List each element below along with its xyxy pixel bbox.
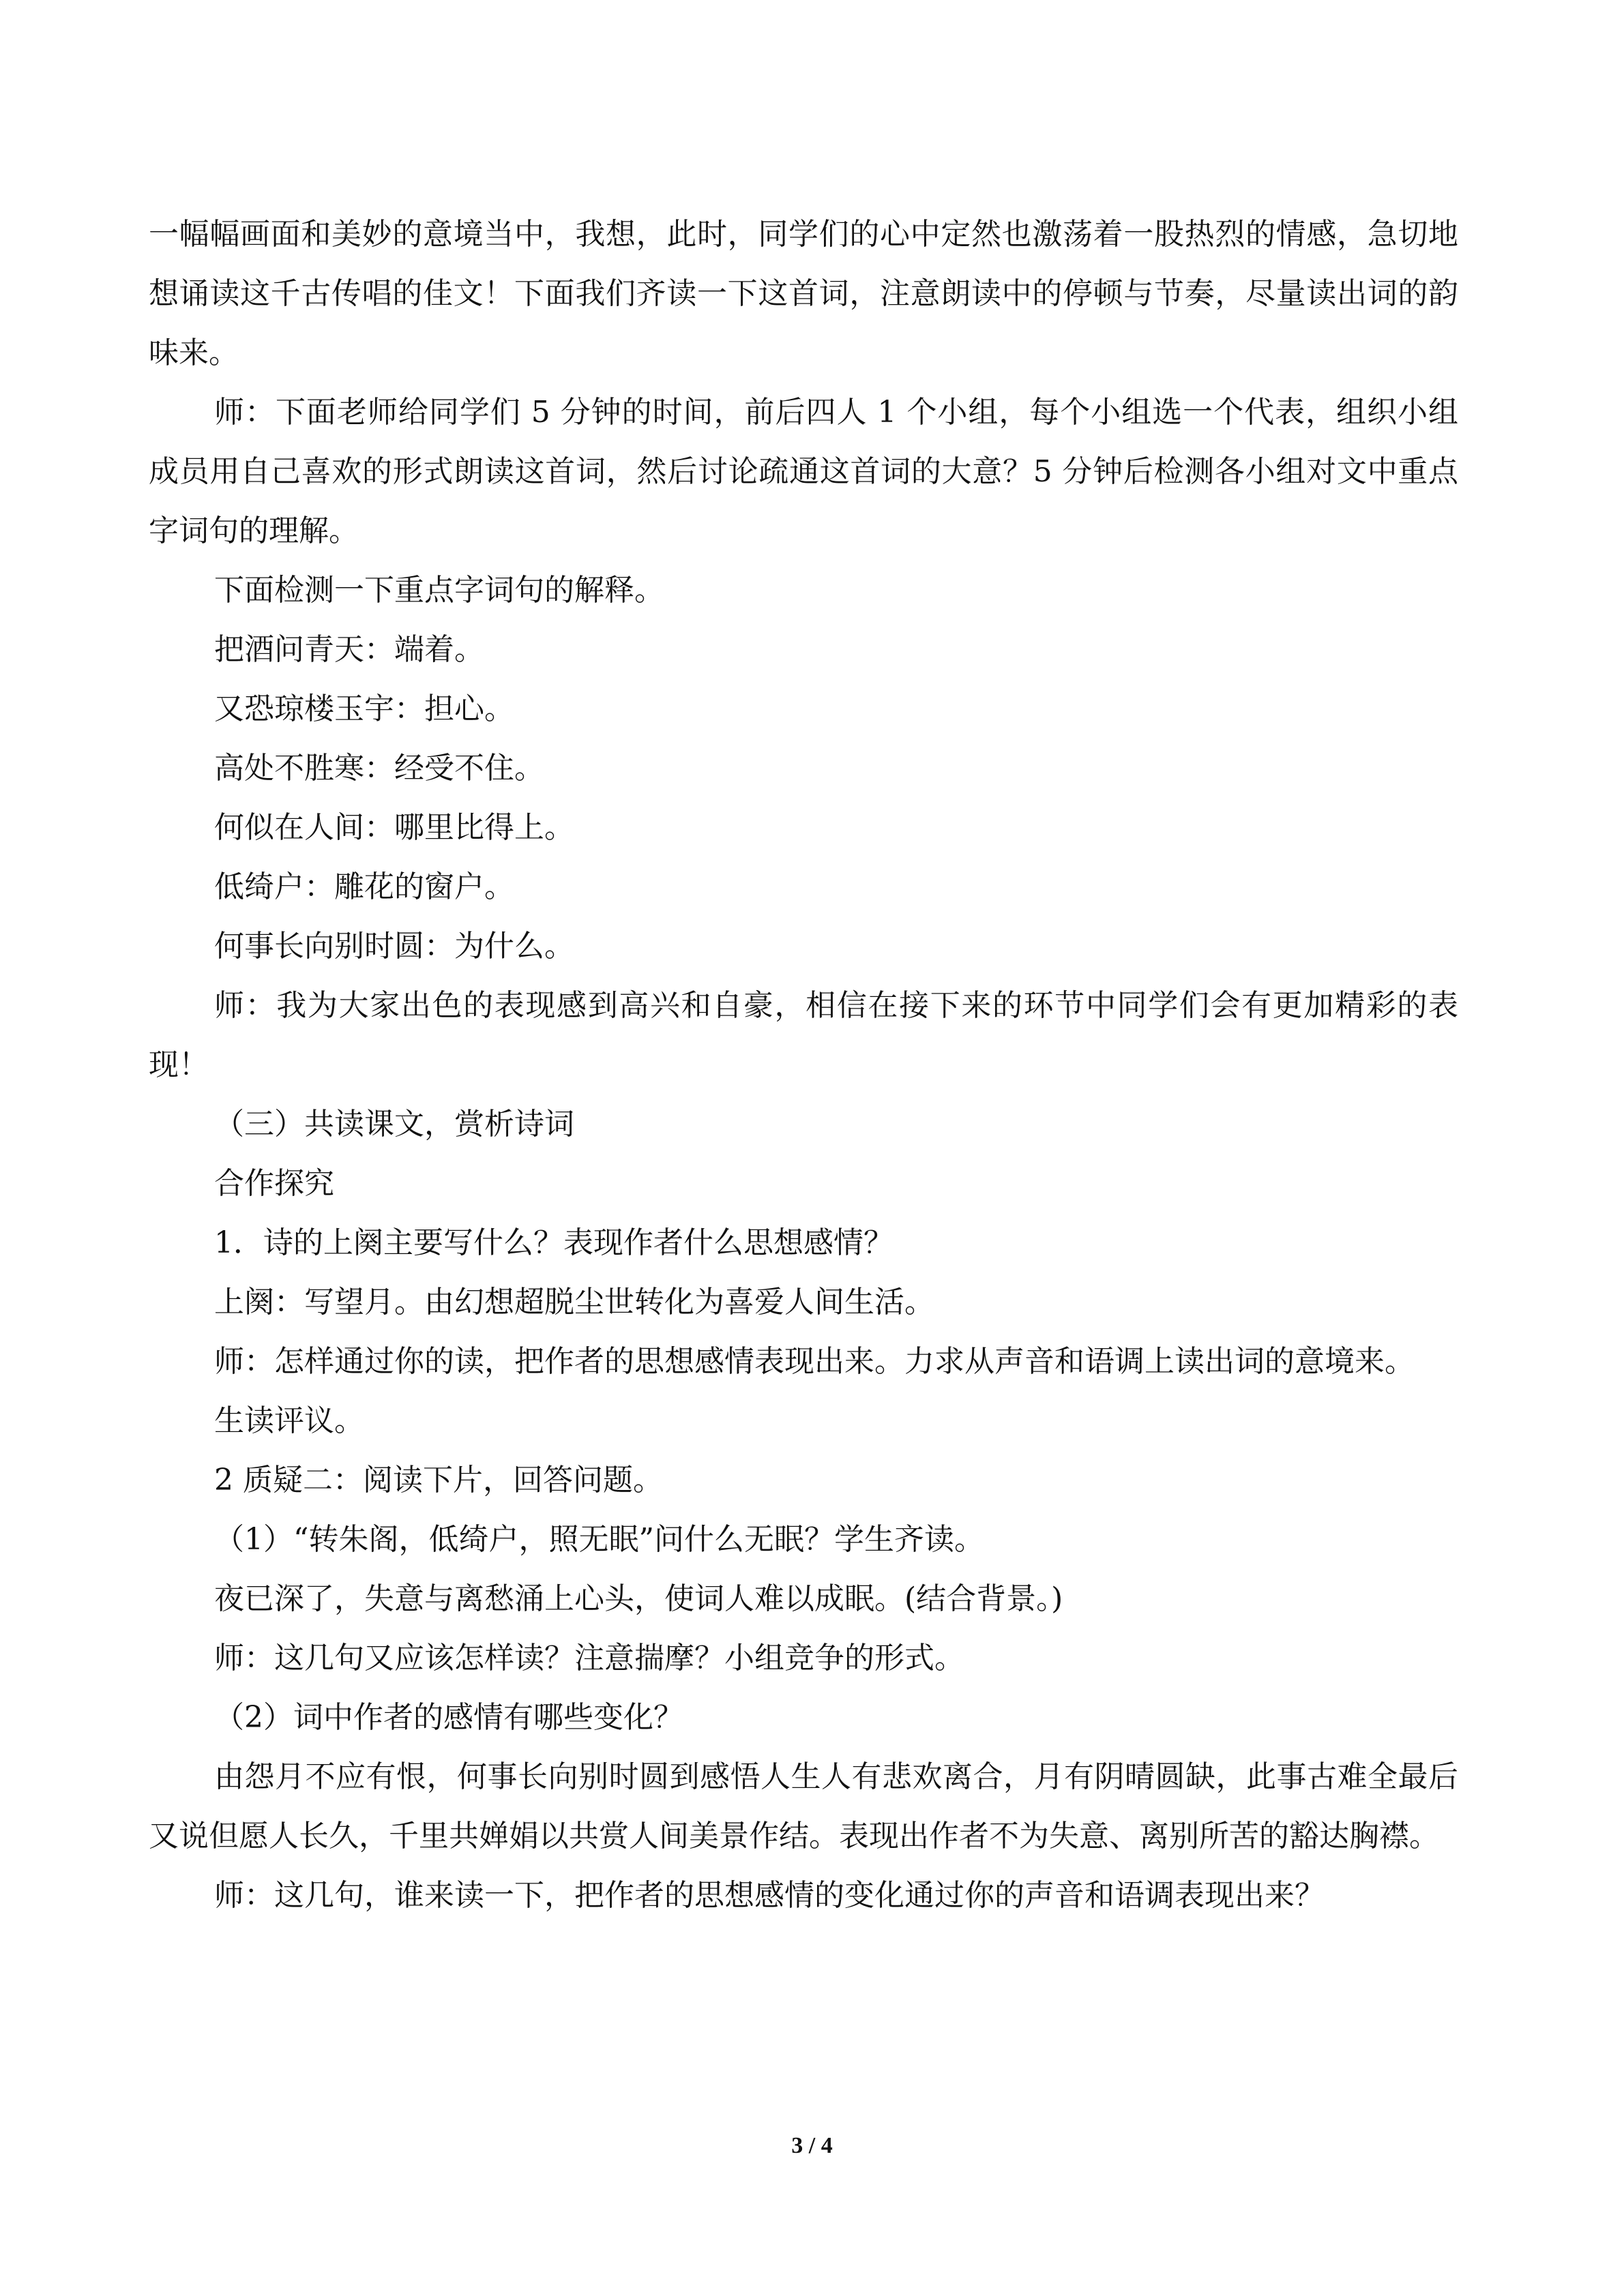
answer-1: 上阕：写望月。由幻想超脱尘世转化为喜爱人间生活。 xyxy=(214,1285,934,1320)
page-number: 3 / 4 xyxy=(791,2133,833,2158)
document-body xyxy=(149,205,1458,1925)
vocab-item: 低绮户：雕花的窗户。 xyxy=(214,869,514,904)
paragraph-teacher-praise: 师：我为大家出色的表现感到高兴和自豪，相信在接下来的环节中同学们会有更加精彩的表现！ xyxy=(149,988,1458,1082)
paragraph-teacher-reading: 师：怎样通过你的读，把作者的思想感情表现出来。力求从声音和语调上读出词的意境来。 xyxy=(214,1344,1415,1379)
vocab-item: 何似在人间：哪里比得上。 xyxy=(214,810,574,845)
paragraph-check-intro: 下面检测一下重点字词句的解释。 xyxy=(214,573,664,608)
vocab-item: 高处不胜寒：经受不住。 xyxy=(214,751,544,786)
paragraph-student-review: 生读评议。 xyxy=(214,1403,364,1438)
vocab-item: 把酒问青天：端着。 xyxy=(214,632,484,667)
paragraph-teacher-instruction: 师：下面老师给同学们 5 分钟的时间，前后四人 1 个小组，每个小组选一个代表，组织小组成员用自己喜欢的形式朗读这首词，然后讨论疏通这首词的大意？5 分钟后检测各小组对文中重点字词句的理解。 xyxy=(149,395,1458,548)
subheading-cooperation: 合作探究 xyxy=(214,1166,334,1201)
section-heading: （三）共读课文，赏析诗词 xyxy=(214,1107,574,1142)
sub-question-2: （2）词中作者的感情有哪些变化？ xyxy=(214,1700,683,1735)
vocab-item: 何事长向别时圆：为什么。 xyxy=(214,929,574,964)
paragraph-teacher-how-to-read: 师：这几句又应该怎样读？注意揣摩？小组竞争的形式。 xyxy=(214,1641,964,1675)
question-2: 2 质疑二：阅读下片，回答问题。 xyxy=(214,1463,663,1497)
paragraph-continuation: 一幅幅画面和美妙的意境当中，我想，此时，同学们的心中定然也激荡着一股热烈的情感，急切地想诵读这千古传唱的佳文！下面我们齐读一下这首词，注意朗读中的停顿与节奏，尽量读出词的韵味来。 xyxy=(149,217,1458,370)
vocab-item: 又恐琼楼玉宇：担心。 xyxy=(214,691,514,726)
paragraph-teacher-final: 师：这几句，谁来读一下，把作者的思想感情的变化通过你的声音和语调表现出来？ xyxy=(214,1878,1325,1913)
sub-answer-2: 由怨月不应有恨，何事长向别时圆到感悟人生人有悲欢离合，月有阴晴圆缺，此事古难全最后又说但愿人长久，千里共婵娟以共赏人间美景作结。表现出作者不为失意、离别所苦的豁达胸襟。 xyxy=(149,1759,1458,1853)
question-1: 1．诗的上阕主要写什么？表现作者什么思想感情？ xyxy=(214,1225,894,1260)
sub-question-1: （1）“转朱阁，低绮户，照无眠”问什么无眠？学生齐读。 xyxy=(214,1522,984,1557)
sub-answer-1: 夜已深了，失意与离愁涌上心头，使词人难以成眠。(结合背景。) xyxy=(214,1581,1063,1616)
